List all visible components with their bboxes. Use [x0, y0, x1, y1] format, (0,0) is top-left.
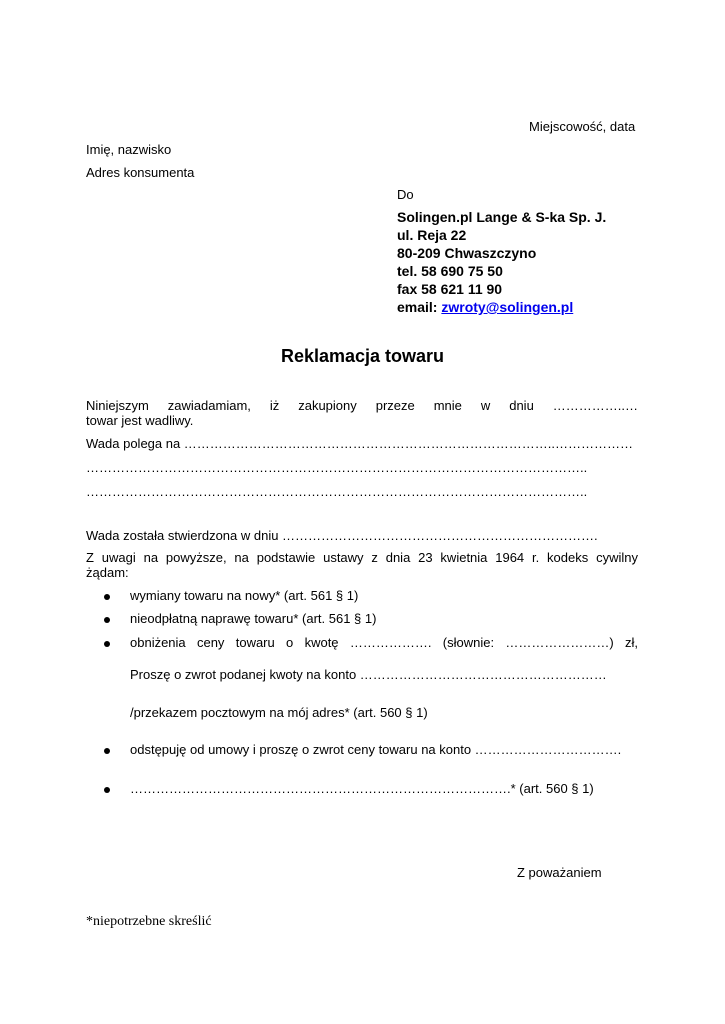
- recipient-street: ul. Reja 22: [397, 227, 467, 243]
- intro-line-2: towar jest wadliwy.: [86, 413, 194, 428]
- recipient-tel: tel. 58 690 75 50: [397, 263, 503, 279]
- to-label: Do: [397, 187, 414, 202]
- basis-line-2: żądam:: [86, 565, 129, 580]
- demand-withdraw: odstępuję od umowy i proszę o zwrot ceny towaru na konto …………………………….: [130, 742, 622, 757]
- email-link[interactable]: zwroty@solingen.pl: [441, 299, 574, 315]
- recipient-company: Solingen.pl Lange & S-ka Sp. J.: [397, 209, 607, 225]
- sender-address-label: Adres konsumenta: [86, 165, 195, 180]
- demand-repair: nieodpłatną naprawę towaru* (art. 561 § 1): [130, 611, 377, 626]
- page-title: Reklamacja towaru: [280, 346, 445, 366]
- recipient-block: [397, 208, 606, 316]
- email-label: email:: [397, 299, 438, 315]
- basis-line-1: Z uwagi na powyższe, na podstawie ustawy z dnia 23 kwietnia 1964 r. kodeks cywilny: [86, 550, 638, 565]
- demand-replace: wymiany towaru na nowy* (art. 561 § 1): [130, 588, 359, 603]
- demand-refund-account: Proszę o zwrot podanej kwoty na konto …………………………………………………: [130, 667, 607, 682]
- bullet-3: [104, 641, 110, 647]
- bullet-1: [104, 594, 110, 600]
- found-date-line: Wada została stwierdzona w dniu ……………………………………………………………….: [86, 528, 598, 543]
- footnote: *niepotrzebne skreślić: [86, 914, 212, 929]
- bullet-4: [104, 748, 110, 754]
- recipient-fax: fax 58 621 11 90: [397, 281, 503, 297]
- demand-other: …………………………………………………………………………….* (art. 560 § 1): [130, 781, 594, 796]
- closing-regards: Z poważaniem: [517, 865, 602, 880]
- dots-line-1: ……………………………………………………………………………………………………..: [86, 460, 588, 475]
- demand-price-reduction: obniżenia ceny towaru o kwotę ………………. (słownie: ……………………) zł,: [130, 635, 638, 650]
- bullet-5: [104, 787, 110, 793]
- sender-name-label: Imię, nazwisko: [86, 142, 172, 157]
- defect-line: Wada polega na …………………………………………………………………………..………………: [86, 436, 634, 451]
- demand-postal-order: /przekazem pocztowym na mój adres* (art. 560 § 1): [130, 705, 428, 720]
- bullet-2: [104, 617, 110, 623]
- recipient-city: 80-209 Chwaszczyno: [397, 245, 537, 261]
- dots-line-2: ……………………………………………………………………………………………………..: [86, 484, 588, 499]
- recipient-email-row: [397, 298, 606, 316]
- intro-line-1: Niniejszym zawiadamiam, iż zakupiony przeze mnie w dniu ……………..…: [86, 398, 638, 413]
- place-date-label: Miejscowość, data: [529, 119, 636, 134]
